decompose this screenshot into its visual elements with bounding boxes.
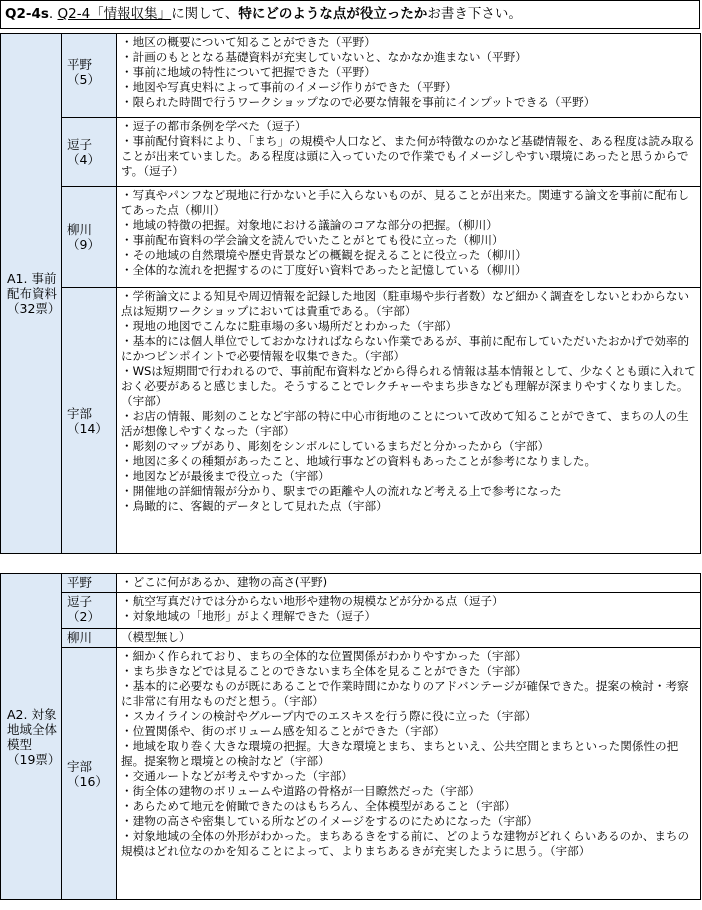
site-name: 逗子 (67, 594, 93, 609)
answers-yanagawa (117, 187, 701, 288)
a1-label: A1. 事前配布資料 (7, 271, 58, 301)
site-name: 逗子 (67, 137, 93, 152)
site-cell-zushi (62, 593, 117, 629)
site-count: （2） (67, 609, 100, 624)
answer-item: ・その地域の自然環境や歴史背景などの概観を捉えることに役立った（柳川） (121, 248, 527, 262)
answer-item: ・基本的に必要なものが既にあることで作業時間にかなりのアドバンテージが確保できた。提案の検討・考察に非常に有用なものだと想う。（宇部） (121, 679, 689, 708)
answer-item: ・細かく作られており、まちの全体的な位置関係がわかりやすかった（宇部） (121, 649, 527, 663)
answer-item: ・現地の地図でこんなに駐車場の多い場所だとわかった（宇部） (121, 319, 458, 333)
answers-ube (117, 288, 701, 554)
answers-hirano (117, 34, 701, 118)
site-cell-yanagawa (62, 629, 117, 648)
answer-item: ・対象地域の全体の外形がわかった。まちあるきをする前に、どのような建物がどれくらいあるのか、まちの規模はどれ位なのかを知ることによって、よりまちあるきが充実したように思う。（宇部） (121, 829, 690, 858)
a2-category-cell (1, 574, 62, 900)
answer-item: ・限られた時間で行うワークショップなので必要な情報を事前にインプットできる（平野） (121, 95, 596, 109)
answers-zushi (117, 118, 701, 187)
answers-yanagawa (117, 629, 701, 648)
a1-count: （32票） (7, 301, 61, 316)
site-cell-hirano (62, 574, 117, 593)
answer-item: ・WSは短期間で行われるので、事前配布資料などから得られる情報は基本情報として、少なくとも頭に入れておく必要があると感じました。そうすることでレクチャーやまち歩きなども理解が深まりやすくなりました。（宇部） (121, 364, 696, 408)
site-name: 宇部 (67, 405, 93, 421)
site-name: 平野 (67, 575, 93, 590)
site-name: 宇部 (67, 758, 93, 774)
answer-item: ・事前配付資料により、「まち」の規模や人口など、また何が特徴なのかなど基礎情報を、ある程度は読み取ることが出来ていました。ある程度は頭に入っていたので作業でもイメージしやすい環境にあったと思うからです。（逗子） (121, 134, 695, 178)
answer-item: ・地域の特徴の把握。対象地における議論のコアな部分の把握。（柳川） (121, 218, 498, 232)
answer-item: ・逗子の都市条例を学べた（逗子） (121, 119, 307, 133)
answer-item: ・航空写真だけでは分からない地形や建物の規模などが分かる点（逗子） (121, 594, 504, 608)
answer-item: ・お店の情報、彫刻のことなど宇部の特に中心市街地のことについて改めて知ることができて、まちの人の生活が想像しやすくなった（宇部） (121, 409, 689, 438)
answers-hirano (117, 574, 701, 593)
site-name: 柳川 (67, 630, 93, 645)
site-cell-hirano (62, 34, 117, 118)
answer-item: ・計画のもととなる基礎資料が充実していないと、なかなか進まない（平野） (121, 50, 527, 64)
question-text-2: お書き下さい。 (427, 6, 522, 22)
answer-item: ・建物の高さや密集している所などのイメージをするのにためになった（宇部） (121, 814, 539, 828)
a2-table (0, 573, 701, 900)
a1-category-cell (1, 34, 62, 554)
answer-item: ・学術論文による知見や周辺情報を記録した地図（駐車場や歩行者数）など細かく調査をしないとわからない点は短期ワークショップにおいては貴重である。（宇部） (121, 289, 690, 318)
site-cell-ube (62, 288, 117, 554)
answer-item: ・基本的には個人単位でしておかなければならない作業であるが、事前に配布していただいたおかげで効率的にかつピンポイントで必要情報を収集できた。（宇部） (121, 334, 690, 363)
answer-item: ・鳥瞰的に、客観的データとして見れた点（宇部） (121, 499, 388, 513)
site-count: （14） (67, 420, 108, 436)
answer-item: ・地図に多くの種類があったこと、地域行事などの資料もあったことが参考になりました。 (121, 454, 597, 468)
answers-ube (117, 648, 701, 900)
a2-label: A2. 対象地域全体模型 (7, 706, 58, 752)
answer-item: ・彫刻のマップがあり、彫刻をシンボルにしているまちだと分かったから（宇部） (121, 439, 550, 453)
answer-item: ・地区の概要について知ることができた（平野） (121, 35, 376, 49)
site-cell-ube (62, 648, 117, 900)
answer-item: ・あらためて地元を俯瞰できたのはもちろん、全体模型があること（宇部） (121, 799, 516, 813)
answer-item: ・スカイラインの検討やグループ内でのエスキスを行う際に役に立った（宇部） (121, 709, 537, 723)
site-count: （9） (67, 237, 100, 252)
answer-item: ・地図や写真史料によって事前のイメージ作りができた（平野） (121, 80, 457, 94)
answer-item: ・写真やパンフなど現地に行かないと手に入らないものが、見ることが出来た。関連する論文を事前に配布してあった点（柳川） (121, 188, 690, 217)
a1-table (0, 33, 701, 554)
answer-item: ・事前配布資料の学会論文を読んでいたことがとても役に立った（柳川） (121, 233, 504, 247)
site-count: （5） (67, 71, 100, 87)
site-name: 柳川 (67, 222, 93, 237)
a2-count: （19票） (7, 751, 61, 767)
answer-item: ・全体的な流れを把握するのに丁度好い資料であったと記憶している（柳川） (121, 263, 527, 277)
answer-item: ・街全体の建物のボリュームや道路の骨格が一目瞭然だった（宇部） (121, 784, 481, 798)
answer-item: ・交通ルートなどが考えやすかった（宇部） (121, 769, 353, 783)
site-count: （4） (67, 152, 100, 167)
answer-item: ・どこに何があるか、建物の高さ(平野) (121, 575, 328, 589)
answers-zushi (117, 593, 701, 629)
site-cell-yanagawa (62, 187, 117, 288)
answer-item: ・事前に地域の特性について把握できた（平野） (121, 65, 376, 79)
answer-item: ・地域を取り巻く大きな環境の把握。大きな環境とまち、まちといえ、公共空間とまちといった関係性の把握。提案物と環境との検討など（宇部） (121, 739, 679, 768)
answer-item: ・位置関係や、街のボリューム感を知ることができた（宇部） (121, 724, 446, 738)
question-link[interactable]: Q2-4「情報収集」 (57, 6, 172, 22)
site-cell-zushi (62, 118, 117, 187)
answer-item: ・地図などが最後まで役立った（宇部） (121, 469, 330, 483)
question-text-1: に関して、 (171, 6, 239, 22)
site-count: （16） (67, 773, 108, 789)
answer-item: ・まち歩きなどでは見ることのできないまち全体を見ることができた（宇部） (121, 664, 527, 678)
question-header (0, 0, 700, 29)
answer-item: ・対象地域の「地形」がよく理解できた（逗子） (121, 609, 377, 623)
question-id: Q2-4s (5, 6, 49, 22)
answer-item: ・開催地の詳細情報が分かり、駅までの距離や人の流れなど考える上で参考になった (121, 484, 562, 498)
answer-item: （模型無し） (121, 630, 191, 644)
question-id-separator: . (48, 6, 58, 22)
question-emphasis: 特にどのような点が役立ったか (238, 6, 428, 22)
site-name: 平野 (67, 56, 93, 72)
